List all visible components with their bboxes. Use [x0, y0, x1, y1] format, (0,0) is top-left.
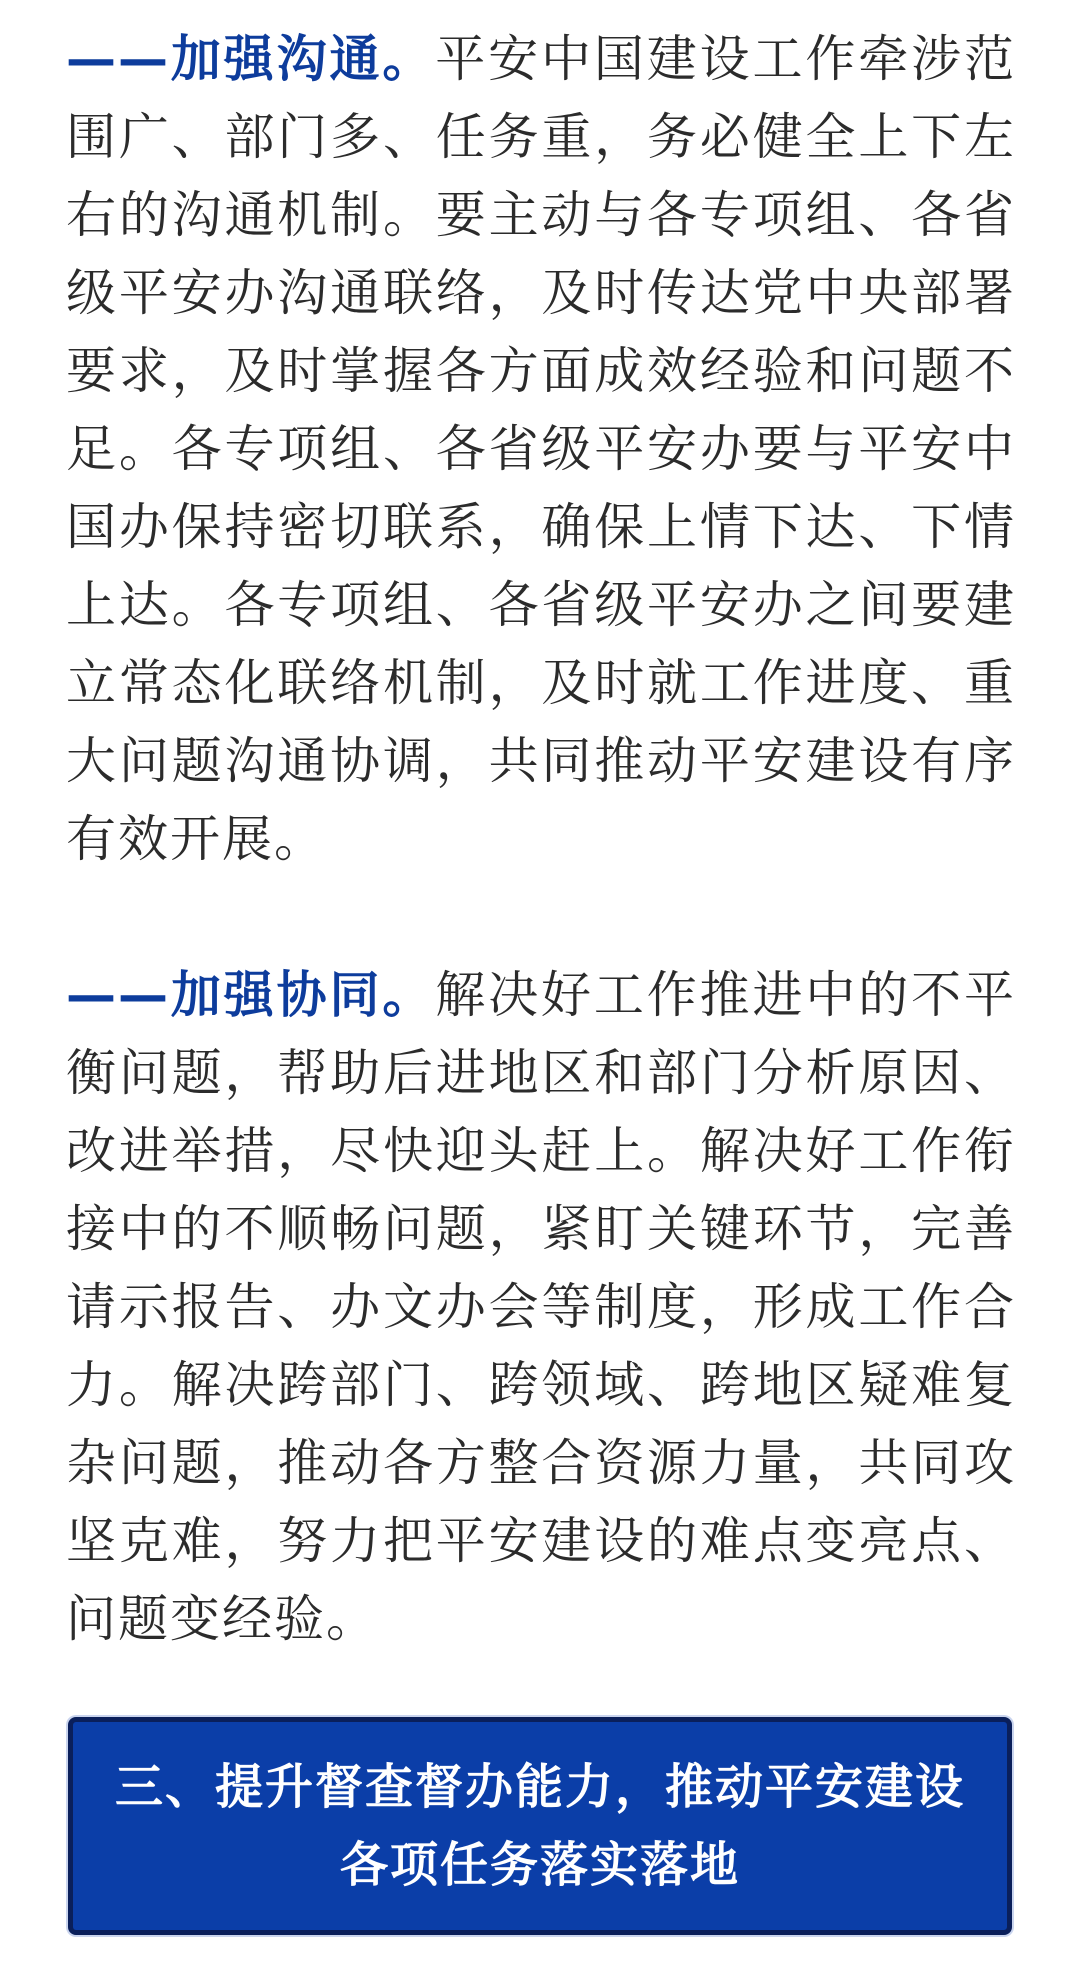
- section-heading-banner: [68, 1717, 1012, 1935]
- article-body: [66, 20, 1016, 1658]
- paragraph-coordination: [66, 956, 1016, 1658]
- paragraph-text: 解决好工作推进中的不平衡问题，帮助后进地区和部门分析原因、改进举措，尽快迎头赶上。解决好工作衔接中的不顺畅问题，紧盯关键环节，完善请示报告、办文办会等制度，形成工作合力。解决跨部门、跨领域、跨地区疑难复杂问题，推动各方整合资源力量，共同攻坚克难，努力把平安建设的难点变亮点、问题变经验。: [66, 966, 1016, 1648]
- paragraph-text: 平安中国建设工作牵涉范围广、部门多、任务重，务必健全上下左右的沟通机制。要主动与各专项组、各省级平安办沟通联络，及时传达党中央部署要求，及时掌握各方面成效经验和问题不足。各专项组、各省级平安办要与平安中国办保持密切联系，确保上情下达、下情上达。各专项组、各省级平安办之间要建立常态化联络机制，及时就工作进度、重大问题沟通协调，共同推动平安建设有序有效开展。: [66, 30, 1016, 868]
- paragraph-lead: ——加强沟通。: [66, 30, 436, 88]
- paragraph-lead: ——加强协同。: [66, 966, 436, 1024]
- paragraph-communication: [66, 20, 1016, 878]
- section-heading-line-2: 各项任务落实落地: [339, 1837, 740, 1893]
- section-heading-line-1: 三、提升督查督办能力，推动平安建设: [114, 1759, 965, 1815]
- section-heading: [110, 1748, 970, 1904]
